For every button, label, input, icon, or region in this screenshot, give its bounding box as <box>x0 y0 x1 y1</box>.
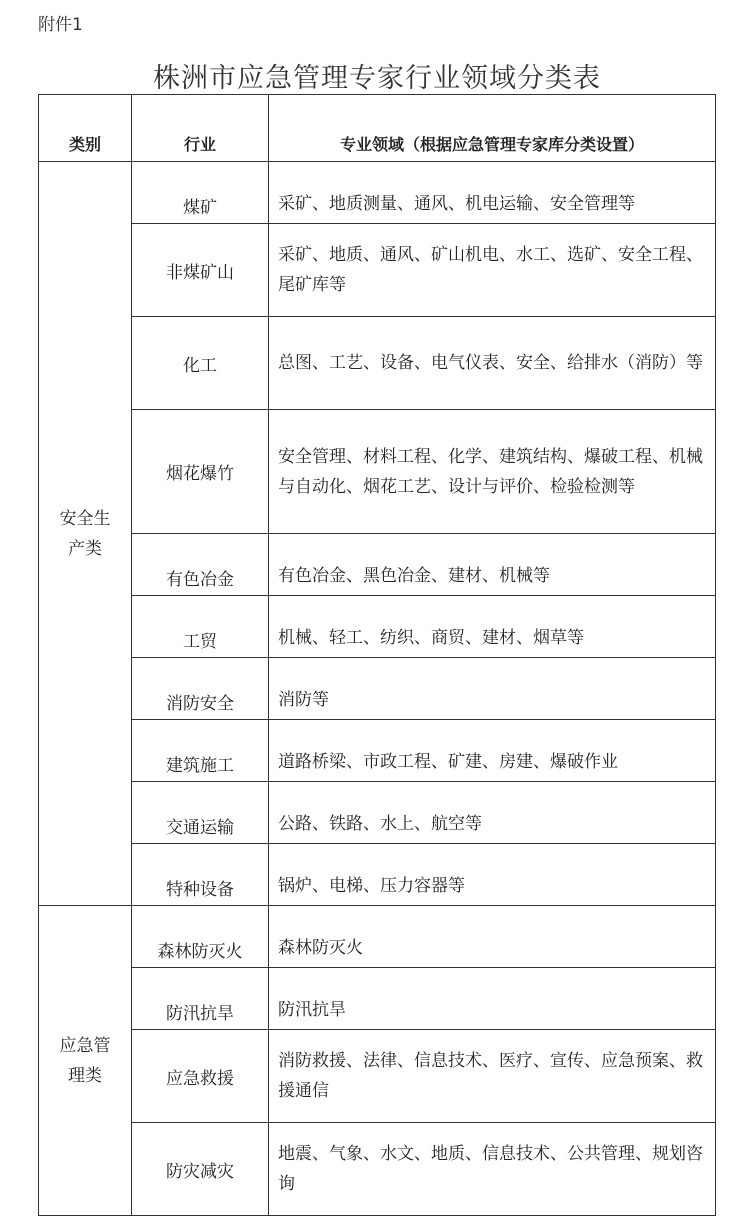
page-title: 株洲市应急管理专家行业领域分类表 <box>153 63 601 94</box>
table-row <box>39 534 716 596</box>
industry-cell: 特种设备 <box>132 844 269 906</box>
industry-cell: 烟花爆竹 <box>132 410 269 534</box>
domain-cell: 采矿、地质、通风、矿山机电、水工、选矿、安全工程、尾矿库等 <box>269 224 716 317</box>
table-row <box>39 162 716 224</box>
table-row <box>39 782 716 844</box>
industry-cell: 建筑施工 <box>132 720 269 782</box>
industry-cell: 交通运输 <box>132 782 269 844</box>
industry-cell: 化工 <box>132 317 269 410</box>
category-label: 应急管理类 <box>59 1035 111 1086</box>
domain-cell: 公路、铁路、水上、航空等 <box>269 782 716 844</box>
category-cell <box>39 906 132 1216</box>
table-row <box>39 968 716 1030</box>
header-domain: 专业领域（根据应急管理专家库分类设置） <box>269 95 716 162</box>
domain-cell: 机械、轻工、纺织、商贸、建材、烟草等 <box>269 596 716 658</box>
industry-cell: 有色冶金 <box>132 534 269 596</box>
domain-cell: 防汛抗旱 <box>269 968 716 1030</box>
table-row <box>39 1030 716 1123</box>
table-row <box>39 224 716 317</box>
table-row <box>39 844 716 906</box>
attachment-label: 附件1 <box>38 15 83 35</box>
industry-cell: 森林防灭火 <box>132 906 269 968</box>
industry-cell: 消防安全 <box>132 658 269 720</box>
domain-cell: 消防救援、法律、信息技术、医疗、宣传、应急预案、救援通信 <box>269 1030 716 1123</box>
header-category: 类别 <box>39 95 132 162</box>
domain-cell: 地震、气象、水文、地质、信息技术、公共管理、规划咨询 <box>269 1123 716 1216</box>
domain-cell: 总图、工艺、设备、电气仪表、安全、给排水（消防）等 <box>269 317 716 410</box>
domain-cell: 消防等 <box>269 658 716 720</box>
industry-cell: 煤矿 <box>132 162 269 224</box>
industry-cell: 应急救援 <box>132 1030 269 1123</box>
table-row <box>39 658 716 720</box>
domain-cell: 采矿、地质测量、通风、机电运输、安全管理等 <box>269 162 716 224</box>
industry-cell: 防灾减灾 <box>132 1123 269 1216</box>
table-row <box>39 410 716 534</box>
table-row <box>39 906 716 968</box>
header-industry: 行业 <box>132 95 269 162</box>
table-row <box>39 596 716 658</box>
table-row <box>39 317 716 410</box>
industry-cell: 非煤矿山 <box>132 224 269 317</box>
domain-cell: 有色冶金、黑色冶金、建材、机械等 <box>269 534 716 596</box>
category-cell <box>39 162 132 906</box>
table-row <box>39 1123 716 1216</box>
table-row <box>39 720 716 782</box>
domain-cell: 安全管理、材料工程、化学、建筑结构、爆破工程、机械与自动化、烟花工艺、设计与评价、检验检测等 <box>269 410 716 534</box>
category-label: 安全生产类 <box>59 508 111 559</box>
industry-cell: 防汛抗旱 <box>132 968 269 1030</box>
table-header-row <box>39 95 716 162</box>
classification-table <box>38 94 716 1216</box>
domain-cell: 锅炉、电梯、压力容器等 <box>269 844 716 906</box>
domain-cell: 森林防灭火 <box>269 906 716 968</box>
industry-cell: 工贸 <box>132 596 269 658</box>
domain-cell: 道路桥梁、市政工程、矿建、房建、爆破作业 <box>269 720 716 782</box>
